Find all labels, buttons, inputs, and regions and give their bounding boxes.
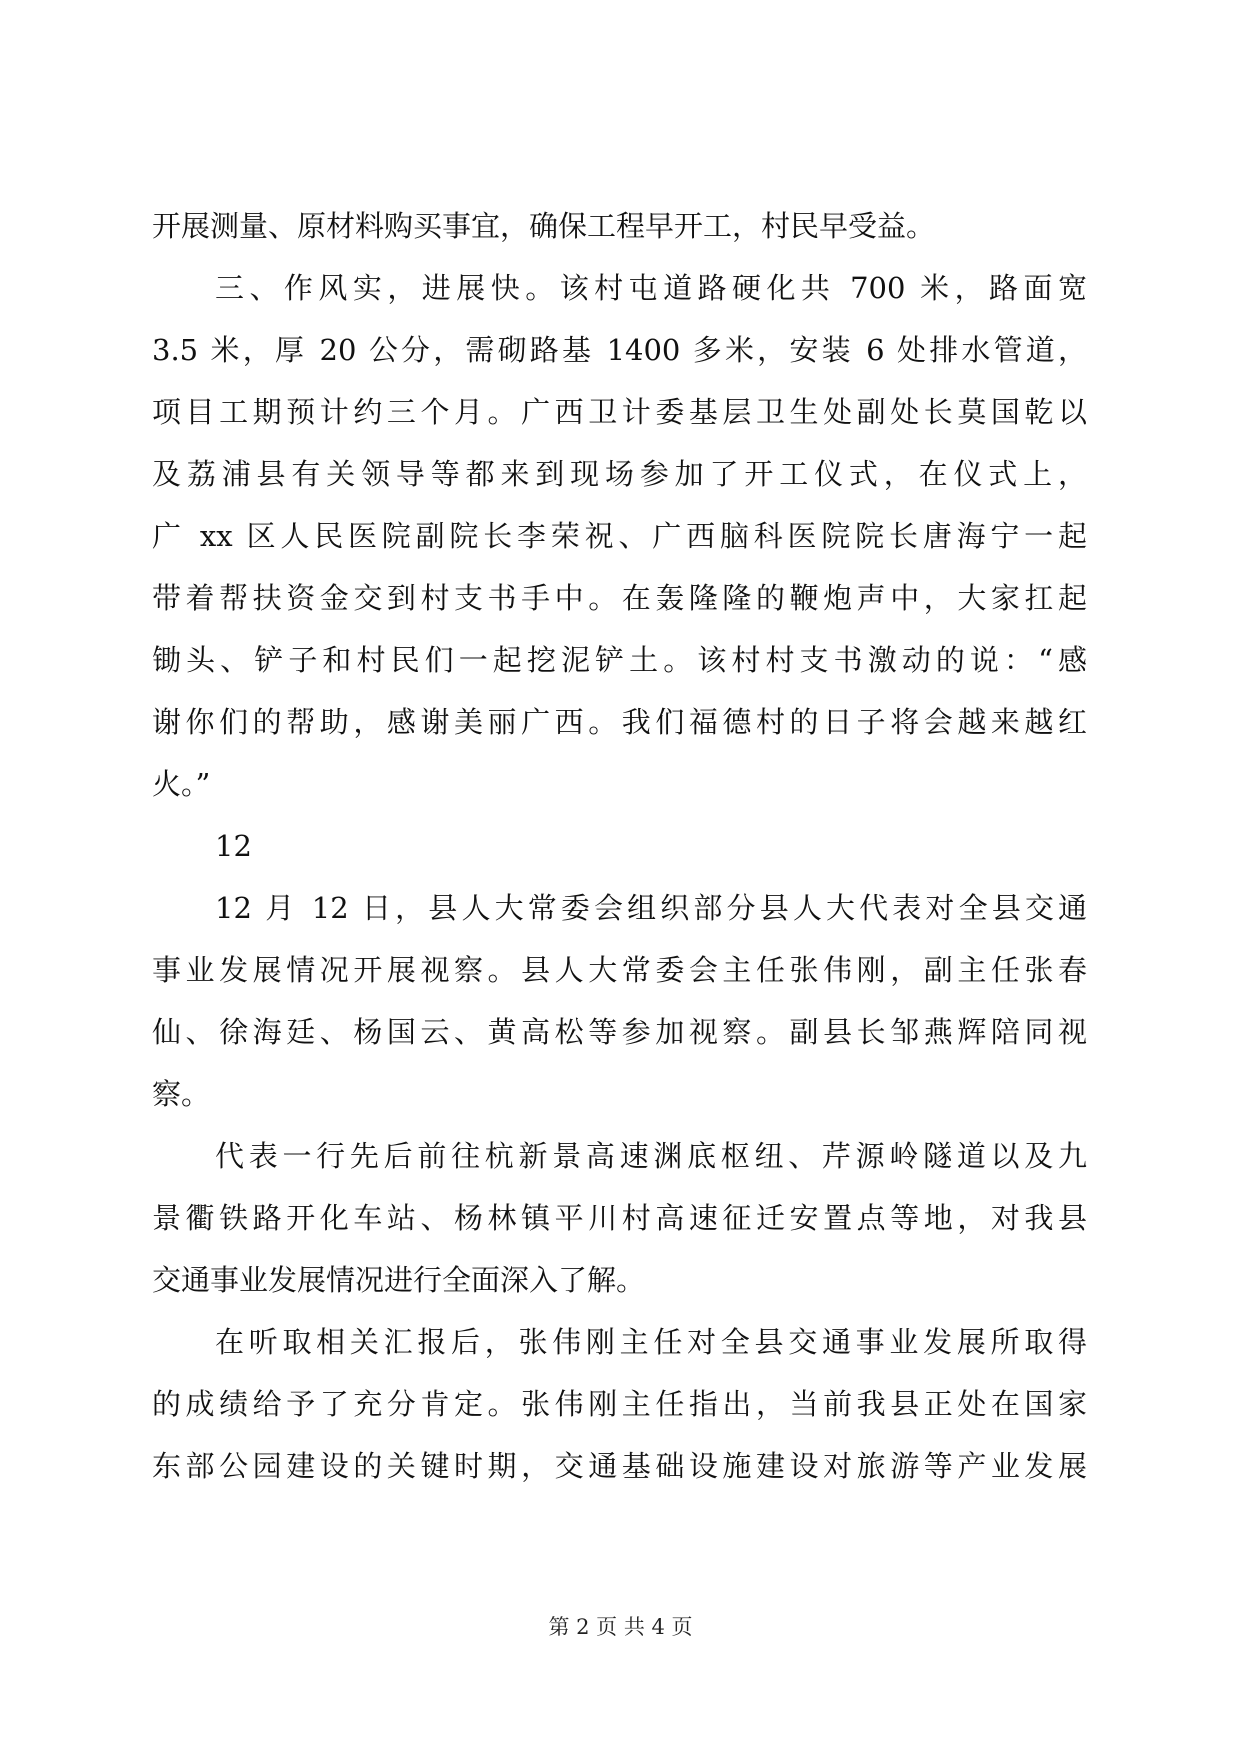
text-line: 东部公园建设的关键时期，交通基础设施建设对旅游等产业发展 <box>152 1449 1087 1483</box>
text-line: 景衢铁路开化车站、杨林镇平川村高速征迁安置点等地，对我县 <box>152 1201 1087 1235</box>
text-line: 3.5 米，厚 20 公分，需砌路基 1400 多米，安装 6 处排水管道， <box>152 333 1087 367</box>
text-line: 交通事业发展情况进行全面深入了解。 <box>152 1263 646 1297</box>
text-line: 锄头、铲子和村民们一起挖泥铲土。该村村支书激动的说：“感 <box>152 643 1087 677</box>
text-line: 的成绩给予了充分肯定。张伟刚主任指出，当前我县正处在国家 <box>152 1387 1087 1421</box>
text-line: 广 xx 区人民医院副院长李荣祝、广西脑科医院院长唐海宁一起 <box>152 519 1087 553</box>
text-line: 谢你们的帮助，感谢美丽广西。我们福德村的日子将会越来越红 <box>152 705 1087 739</box>
text-line: 12 月 12 日，县人大常委会组织部分县人大代表对全县交通 <box>215 891 1087 925</box>
text-line: 代表一行先后前往杭新景高速渊底枢纽、芹源岭隧道以及九 <box>215 1139 1087 1173</box>
text-line: 开展测量、原材料购买事宜，确保工程早开工，村民早受益。 <box>152 209 936 243</box>
text-line: 事业发展情况开展视察。县人大常委会主任张伟刚，副主任张春 <box>152 953 1087 987</box>
text-line: 12 <box>215 829 252 863</box>
text-line: 火。” <box>152 767 211 801</box>
text-line: 仙、徐海廷、杨国云、黄高松等参加视察。副县长邹燕辉陪同视 <box>152 1015 1087 1049</box>
text-line: 及荔浦县有关领导等都来到现场参加了开工仪式，在仪式上， <box>152 457 1087 491</box>
text-line: 项目工期预计约三个月。广西卫计委基层卫生处副处长莫国乾以 <box>152 395 1087 429</box>
text-line: 三、作风实，进展快。该村屯道路硬化共 700 米，路面宽 <box>215 271 1087 305</box>
text-line: 带着帮扶资金交到村支书手中。在轰隆隆的鞭炮声中，大家扛起 <box>152 581 1087 615</box>
text-line: 在听取相关汇报后，张伟刚主任对全县交通事业发展所取得 <box>215 1325 1087 1359</box>
page-number-footer: 第 2 页 共 4 页 <box>548 1615 693 1639</box>
text-line: 察。 <box>152 1077 211 1111</box>
